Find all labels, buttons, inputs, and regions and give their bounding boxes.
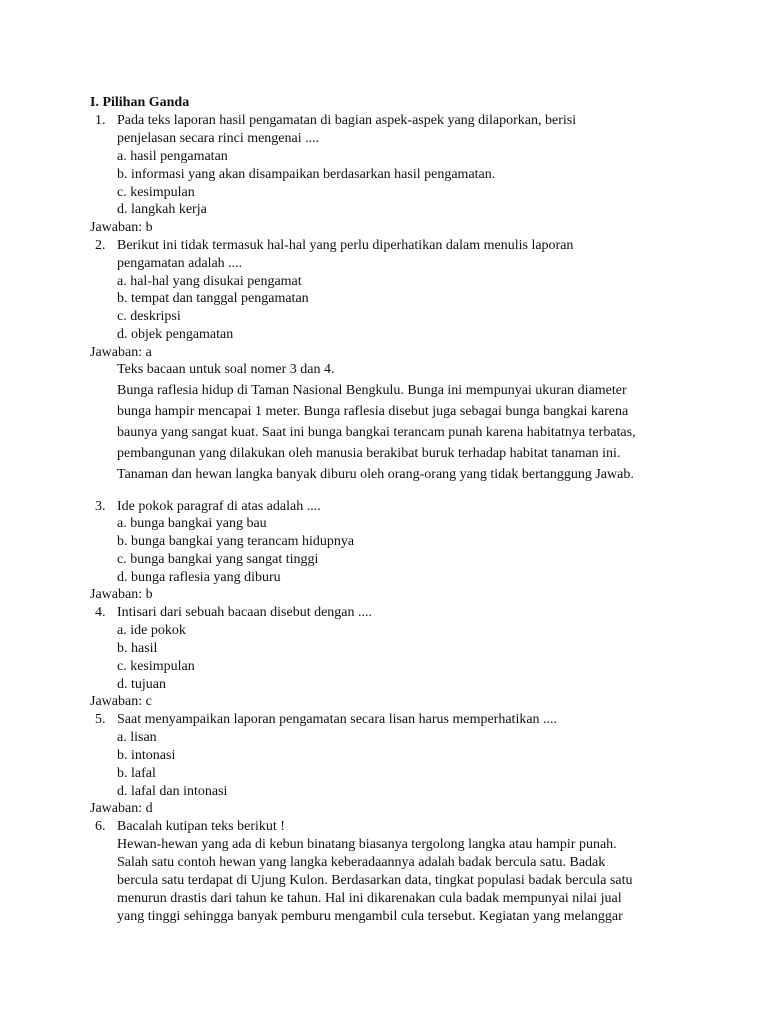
option-a: a. hasil pengamatan	[117, 149, 228, 164]
option-b: b. informasi yang akan disampaikan berdasarkan hasil pengamatan.	[117, 167, 496, 182]
question-3	[95, 498, 321, 516]
option-d: d. bunga raflesia yang diburu	[117, 570, 281, 585]
section-title: I. Pilihan Ganda	[90, 95, 190, 110]
option-c: c. bunga bangkai yang sangat tinggi	[117, 552, 319, 567]
question-text-continued: bercula satu terdapat di Ujung Kulon. Berdasarkan data, tingkat populasi badak bercula satu	[117, 873, 633, 888]
answer-3: Jawaban: b	[90, 587, 153, 602]
answer-2: Jawaban: a	[90, 345, 152, 360]
question-1	[95, 112, 577, 130]
reading-line: baunya yang sangat kuat. Saat ini bunga bangkai terancam punah karena habitatnya terbatas,	[117, 425, 636, 440]
question-text: Ide pokok paragraf di atas adalah ....	[117, 499, 321, 514]
question-number: 6.	[95, 819, 106, 834]
question-6	[95, 818, 285, 836]
option-b: b. tempat dan tanggal pengamatan	[117, 291, 309, 306]
answer-5: Jawaban: d	[90, 801, 153, 816]
reading-line: Bunga raflesia hidup di Taman Nasional Bengkulu. Bunga ini mempunyai ukuran diameter	[117, 383, 627, 398]
answer-1: Jawaban: b	[90, 220, 153, 235]
reading-line: bunga hampir mencapai 1 meter. Bunga raflesia disebut juga sebagai bunga bangkai karena	[117, 404, 629, 419]
question-text: Intisari dari sebuah bacaan disebut dengan ....	[117, 605, 373, 620]
reading-intro: Teks bacaan untuk soal nomer 3 dan 4.	[117, 362, 335, 377]
option-a: a. ide pokok	[117, 623, 186, 638]
question-number: 2.	[95, 238, 106, 253]
question-4	[95, 604, 373, 622]
reading-line: Tanaman dan hewan langka banyak diburu oleh orang-orang yang tidak bertanggung Jawab.	[117, 467, 634, 482]
question-number: 3.	[95, 499, 106, 514]
option-c: c. kesimpulan	[117, 185, 195, 200]
option-a: a. lisan	[117, 730, 157, 745]
option-d: d. objek pengamatan	[117, 327, 234, 342]
option-b: b. bunga bangkai yang terancam hidupnya	[117, 534, 355, 549]
question-number: 5.	[95, 712, 106, 727]
question-text-continued: Salah satu contoh hewan yang langka keberadaannya adalah badak bercula satu. Badak	[117, 855, 606, 870]
option-a: a. bunga bangkai yang bau	[117, 516, 267, 531]
answer-4: Jawaban: c	[90, 694, 152, 709]
option-d: d. langkah kerja	[117, 202, 207, 217]
reading-line: pembangunan yang dilakukan oleh manusia berakibat buruk terhadap habitat tanaman ini.	[117, 446, 621, 461]
question-5	[95, 711, 558, 729]
question-text: Berikut ini tidak termasuk hal-hal yang perlu diperhatikan dalam menulis laporan	[117, 238, 574, 253]
option-b: b. intonasi	[117, 748, 176, 763]
question-text: Bacalah kutipan teks berikut !	[117, 819, 285, 834]
option-a: a. hal-hal yang disukai pengamat	[117, 274, 302, 289]
question-number: 1.	[95, 113, 106, 128]
question-text-continued: penjelasan secara rinci mengenai ....	[117, 131, 320, 146]
option-c: c. kesimpulan	[117, 659, 195, 674]
question-text: Pada teks laporan hasil pengamatan di bagian aspek-aspek yang dilaporkan, berisi	[117, 113, 577, 128]
question-text-continued: Hewan-hewan yang ada di kebun binatang biasanya tergolong langka atau hampir punah.	[117, 837, 617, 852]
option-d: d. lafal dan intonasi	[117, 784, 228, 799]
option-d: d. tujuan	[117, 677, 166, 692]
option-c: b. lafal	[117, 766, 156, 781]
question-text-continued: yang tinggi sehingga banyak pemburu mengambil cula tersebut. Kegiatan yang melanggar	[117, 909, 623, 924]
question-number: 4.	[95, 605, 106, 620]
question-2	[95, 237, 574, 255]
option-c: c. deskripsi	[117, 309, 181, 324]
question-text-continued: pengamatan adalah ....	[117, 256, 243, 271]
option-b: b. hasil	[117, 641, 158, 656]
question-text-continued: menurun drastis dari tahun ke tahun. Hal ini dikarenakan cula badak mempunyai nilai jual	[117, 891, 622, 906]
question-text: Saat menyampaikan laporan pengamatan secara lisan harus memperhatikan ....	[117, 712, 558, 727]
